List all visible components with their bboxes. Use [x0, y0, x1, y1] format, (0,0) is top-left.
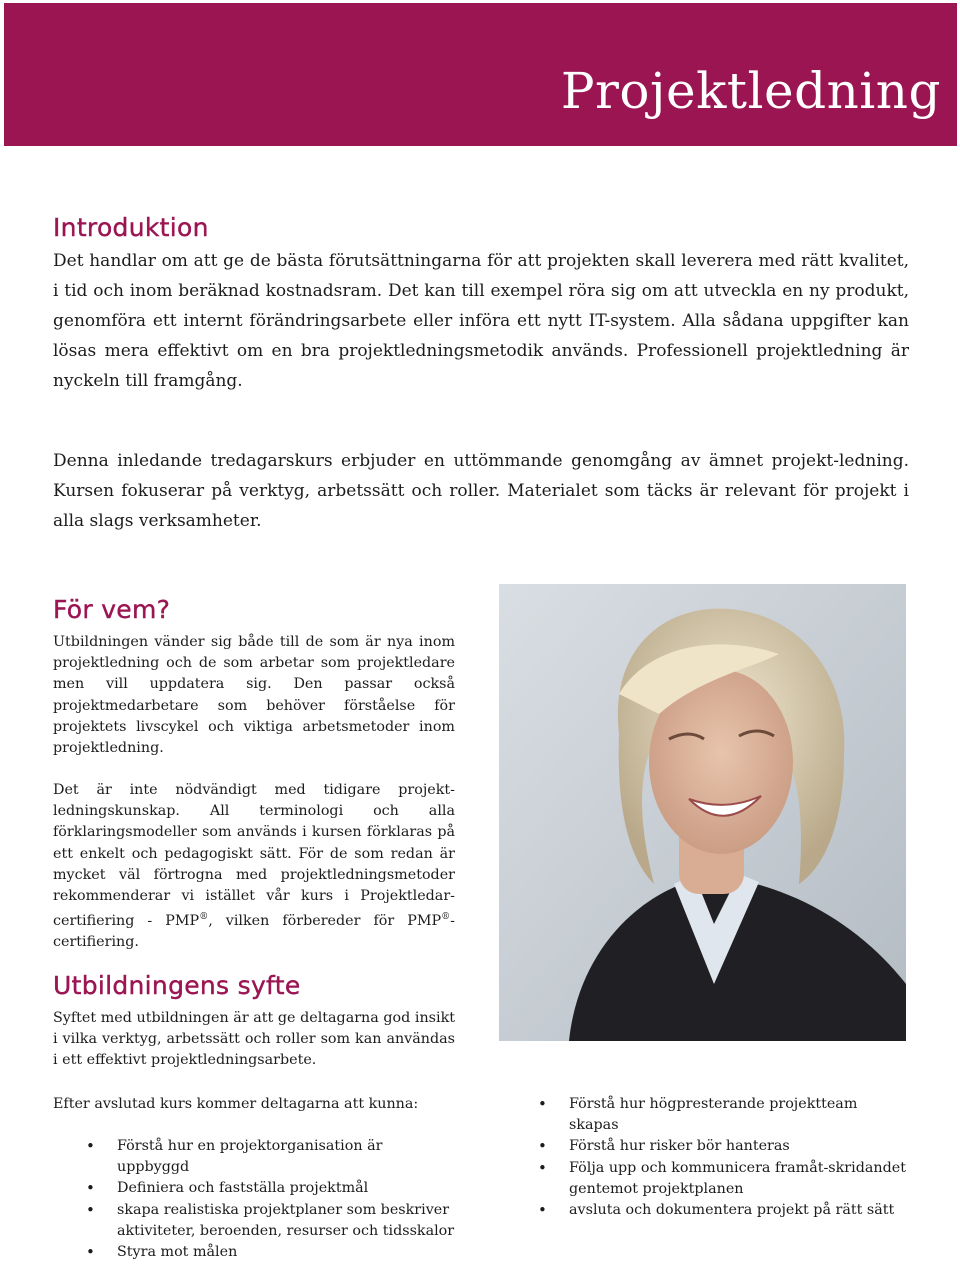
- intro-paragraph-2: Denna inledande tredagarskurs erbjuder en uttömmande genomgång av ämnet projekt-ledning. Kursen fokuserar på verktyg, arbetssätt och roller. Materialet som täcks är relevant för projekt i alla slags verksamheter.: [53, 451, 909, 531]
- heading-introduktion: Introduktion: [53, 213, 209, 242]
- page-title: Projektledning: [560, 62, 941, 120]
- outcomes-list-left: [86, 1136, 456, 1263]
- header-banner: [4, 3, 957, 146]
- for-vem-paragraph-1: Utbildningen vänder sig både till de som är nya inom projektledning och de som arbetar som projektledare men vill uppdatera sig. Den passar också projektmedarbetare som behöver förståelse för projektets livscykel och viktiga arbetsmetoder inom projektledning.: [53, 634, 455, 757]
- list-item: • Följa upp och kommunicera framåt-skridandet gentemot projektplanen: [538, 1158, 908, 1200]
- outcomes-list-right: [538, 1094, 908, 1221]
- heading-for-vem: För vem?: [53, 595, 171, 624]
- portrait-photo: [499, 584, 906, 1041]
- for-vem-text-c: -certifiering.: [53, 912, 455, 951]
- registered-mark: ®: [441, 912, 451, 923]
- for-vem-text-b: , vilken förbereder för PMP: [208, 912, 442, 929]
- registered-mark: ®: [199, 912, 209, 923]
- list-item: • Förstå hur risker bör hanteras: [538, 1136, 908, 1157]
- heading-utbildningens-syfte: Utbildningens syfte: [53, 971, 301, 1000]
- list-item: • Förstå hur en projektorganisation är uppbyggd: [86, 1136, 456, 1178]
- list-item: • skapa realistiska projektplaner som beskriver aktiviteter, beroenden, resurser och tidsskalor: [86, 1200, 456, 1242]
- for-vem-paragraph-2: [53, 780, 455, 953]
- intro-paragraph-1: Det handlar om att ge de bästa förutsättningarna för att projekten skall leverera med rätt kvalitet, i tid och inom beräknad kostnadsram. Det kan till exempel röra sig om att utveckla en ny produkt, genomföra ett internt förändringsarbete eller införa ett nytt IT-system. Alla sådana uppgifter kan lösas mera effektivt om en bra projektledningsmetodik används. Professionell projektledning är nyckeln till framgång.: [53, 251, 909, 391]
- for-vem-text-a: Det är inte nödvändigt med tidigare projekt-ledningskunskap. All terminologi och alla förklaringsmodeller som används i kursen förklaras på ett enkelt och pedagogiskt sätt. För de som redan är mycket väl förtrogna med projektledningsmetoder rekommenderar vi istället vår kurs i Projektledar-certifiering - PMP: [53, 782, 455, 929]
- list-item: • avsluta och dokumentera projekt på rätt sätt: [538, 1200, 908, 1221]
- list-item: • Definiera och fastställa projektmål: [86, 1178, 456, 1199]
- list-item: • Styra mot målen: [86, 1242, 456, 1263]
- list-item: • Förstå hur högpresterande projektteam skapas: [538, 1094, 908, 1136]
- syfte-paragraph: Syftet med utbildningen är att ge deltagarna god insikt i vilka verktyg, arbetssätt och roller som kan användas i ett effektivt projektledningsarbete.: [53, 1010, 455, 1069]
- outcomes-intro: Efter avslutad kurs kommer deltagarna att kunna:: [53, 1096, 419, 1112]
